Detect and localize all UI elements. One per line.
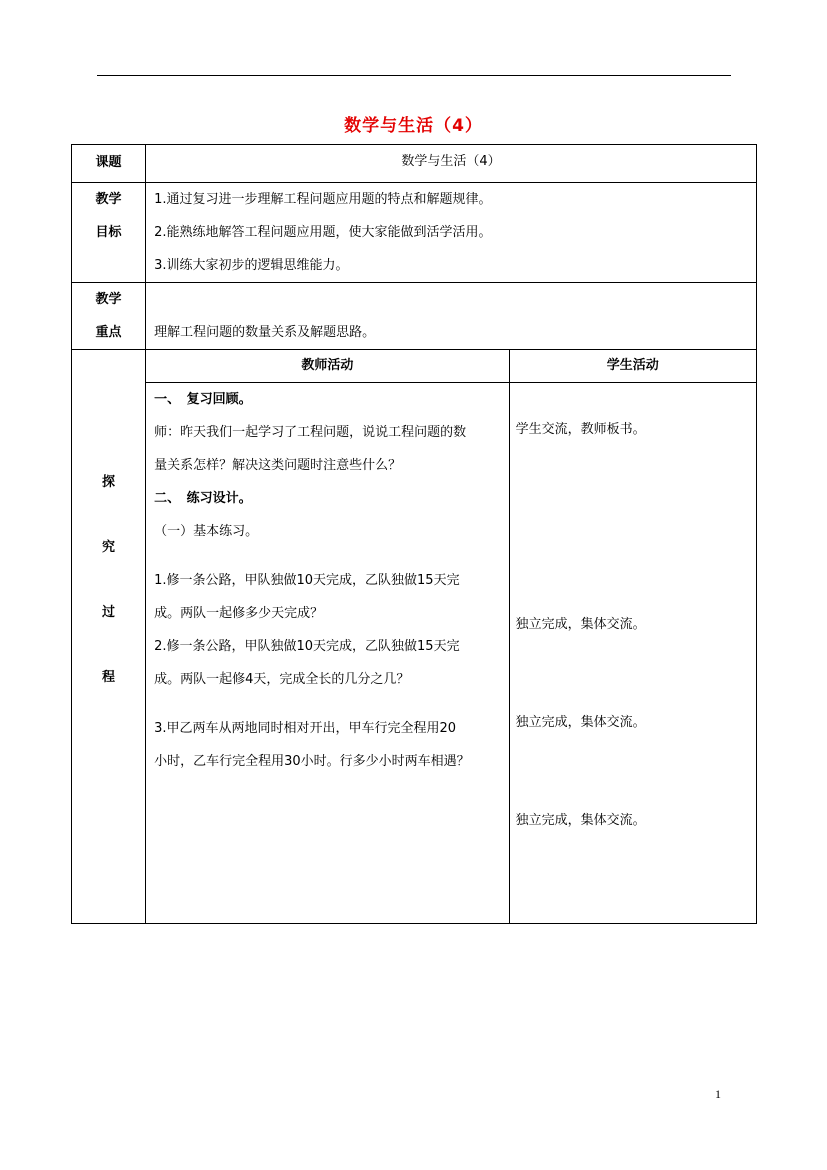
question-2: 成。两队一起修4天，完成全长的几分之几？ (154, 672, 410, 687)
section1-title: 一、 复习回顾。 (154, 392, 252, 407)
key-points-label (72, 283, 146, 350)
key-points-row (72, 283, 757, 350)
goals-label (72, 183, 146, 283)
student-activity-cell (509, 383, 756, 924)
student-note: 独立完成，集体交流。 (515, 813, 646, 828)
goal-item: 2.能熟练地解答工程问题应用题，使大家能做到活学活用。 (154, 225, 492, 240)
key-points-value: 理解工程问题的数量关系及解题思路。 (154, 325, 376, 340)
teacher-activity-header: 教师活动 (146, 350, 510, 383)
student-note: 独立完成，集体交流。 (515, 617, 646, 632)
process-label-char: 程 (102, 670, 116, 685)
process-label-char: 究 (102, 540, 116, 555)
goals-row (72, 183, 757, 283)
activity-header-row (72, 350, 757, 383)
key-points-label-line2: 重点 (95, 325, 122, 340)
topic-label: 课题 (72, 145, 146, 183)
process-label-char: 探 (102, 475, 116, 490)
process-label-char: 过 (102, 605, 116, 620)
section1-text: 量关系怎样？解决这类问题时注意些什么？ (154, 458, 402, 473)
goal-item: 1.通过复习进一步理解工程问题应用题的特点和解题规律。 (154, 192, 492, 207)
question-1: 成。两队一起修多少天完成？ (154, 606, 324, 621)
student-note: 学生交流，教师板书。 (515, 422, 646, 437)
topic-row (72, 145, 757, 183)
topic-value: 数学与生活（4） (146, 145, 757, 183)
key-points-cell (146, 283, 757, 350)
section2-title: 二、 练习设计。 (154, 491, 252, 506)
page-number: 1 (715, 1087, 721, 1101)
key-points-label-line1: 教学 (95, 292, 122, 307)
process-label (72, 350, 146, 924)
question-1: 1.修一条公路，甲队独做10天完成，乙队独做15天完 (154, 573, 460, 588)
teacher-activity-cell (146, 383, 510, 924)
subsection-title: （一）基本练习。 (154, 524, 259, 539)
goals-label-line2: 目标 (95, 225, 122, 240)
header-rule (97, 75, 731, 76)
student-note: 独立完成，集体交流。 (515, 715, 646, 730)
question-3: 3.甲乙两车从两地同时相对开出，甲车行完全程用20 (154, 721, 457, 736)
document-title: 数学与生活（4） (344, 116, 483, 136)
section1-text: 师：昨天我们一起学习了工程问题，说说工程问题的数 (154, 425, 467, 440)
lesson-plan-table (71, 144, 757, 924)
question-3: 小时，乙车行完全程用30小时。行多少小时两车相遇？ (154, 754, 470, 769)
goals-label-line1: 教学 (95, 192, 122, 207)
question-2: 2.修一条公路，甲队独做10天完成，乙队独做15天完 (154, 639, 460, 654)
activity-body-row (72, 383, 757, 924)
student-activity-header: 学生活动 (509, 350, 756, 383)
goals-list (146, 183, 757, 283)
goal-item: 3.训练大家初步的逻辑思维能力。 (154, 258, 349, 273)
